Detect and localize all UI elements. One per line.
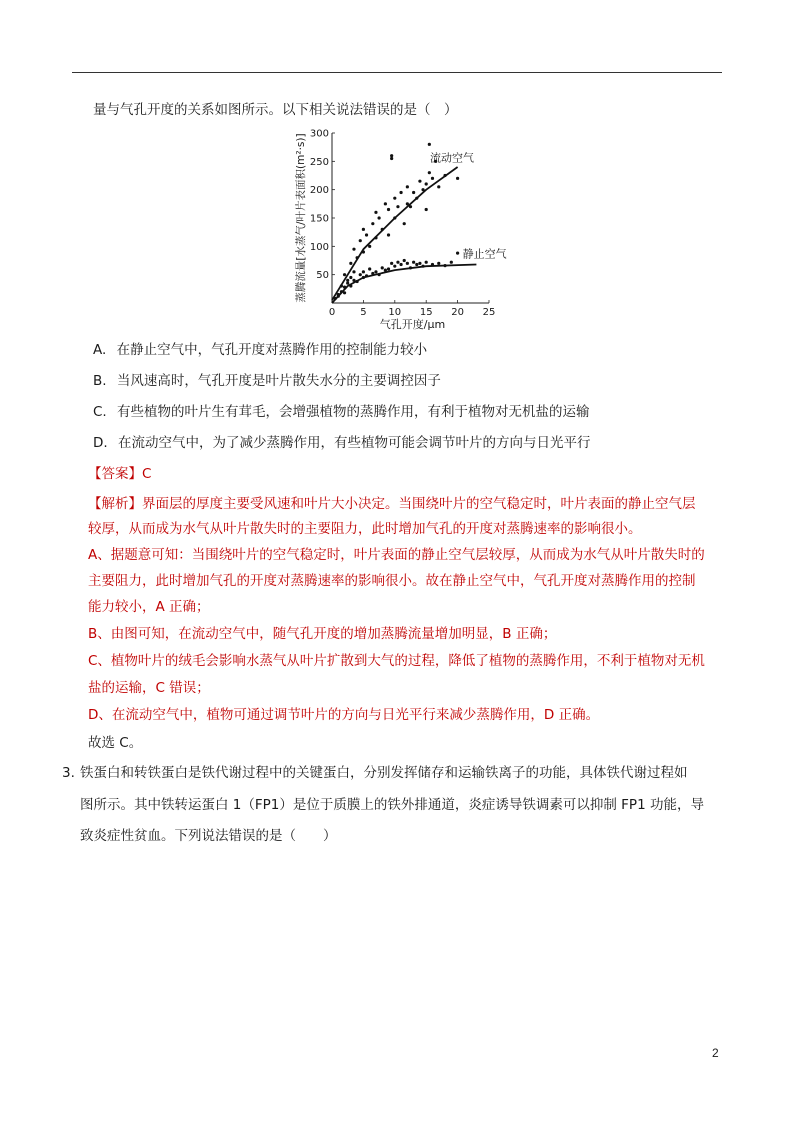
x-tick-label: 5 — [360, 307, 367, 318]
data-point — [450, 261, 453, 264]
data-point — [456, 252, 459, 255]
data-point — [425, 208, 428, 211]
x-tick-label: 20 — [451, 307, 464, 318]
data-point — [456, 177, 459, 180]
data-point — [393, 265, 396, 268]
data-point — [349, 262, 352, 265]
data-point — [371, 222, 374, 225]
analysis-line-4: 主要阻力，此时增加气孔的开度对蒸腾速率的影响很小。故在静止空气中，气孔开度对蒸腾作用的控制 — [88, 573, 696, 589]
data-point — [349, 276, 352, 279]
data-point — [362, 270, 365, 273]
data-point — [396, 205, 399, 208]
question-3-line-2: 图所示。其中铁转运蛋白 1（FP1）是位于质膜上的铁外排通道，炎症诱导铁调素可以抑制 FP1 功能，导 — [80, 797, 704, 813]
x-tick-label: 10 — [388, 307, 402, 318]
series-label-flowing: 流动空气 — [429, 151, 474, 165]
data-point — [425, 182, 428, 185]
data-point — [343, 273, 346, 276]
y-tick-label: 150 — [309, 213, 329, 225]
data-point — [428, 171, 431, 174]
y-tick-label: 100 — [309, 241, 329, 253]
data-point — [374, 211, 377, 214]
x-axis-label: 气孔开度/μm — [379, 318, 446, 331]
analysis-label: 【解析】 — [88, 496, 142, 512]
data-point — [399, 263, 402, 266]
x-tick-label: 0 — [328, 307, 336, 318]
answer-line — [88, 464, 151, 484]
header-rule — [72, 72, 722, 73]
data-point — [387, 233, 390, 236]
option-b — [93, 371, 441, 391]
data-point — [368, 267, 371, 270]
question-3-line-1 — [62, 763, 688, 783]
x-tick-label: 15 — [419, 307, 433, 318]
data-point — [381, 266, 384, 269]
data-point — [403, 259, 406, 262]
analysis-line-9: D、在流动空气中，植物可通过调节叶片的方向与日光平行来减少蒸腾作用，D 正确。 — [88, 707, 600, 723]
data-point — [362, 228, 365, 231]
data-point — [425, 261, 428, 264]
data-point — [412, 191, 415, 194]
x-tick-label: 25 — [482, 307, 496, 318]
answer-label: 【答案】 — [88, 466, 142, 482]
data-point — [393, 197, 396, 200]
data-point — [352, 270, 355, 273]
option-letter: C. — [93, 404, 107, 420]
analysis-line-8: 盐的运输，C 错误； — [88, 680, 210, 696]
data-point — [384, 202, 387, 205]
data-point — [428, 143, 431, 146]
question-text: 铁蛋白和转铁蛋白是铁代谢过程中的关键蛋白，分别发挥储存和运输铁离子的功能，具体铁代谢过程如 — [80, 765, 688, 781]
question-intro-line: 量与气孔开度的关系如图所示。以下相关说法错误的是（ ） — [93, 102, 458, 118]
analysis-text: 界面层的厚度主要受风速和叶片大小决定。当围绕叶片的空气稳定时，叶片表面的静止空气层 — [142, 496, 696, 512]
page-number: 2 — [712, 1046, 719, 1060]
option-text: 在静止空气中，气孔开度对蒸腾作用的控制能力较小 — [116, 342, 428, 358]
data-point — [437, 185, 440, 188]
answer-value: C — [142, 466, 152, 482]
option-a — [93, 340, 427, 360]
analysis-line-3: A、据题意可知：当围绕叶片的空气稳定时，叶片表面的静止空气层较厚，从而成为水气从叶片散失时的 — [88, 547, 705, 563]
analysis-line-7: C、植物叶片的绒毛会影响水蒸气从叶片扩散到大气的过程，降低了植物的蒸腾作用，不利于植物对无机 — [88, 653, 705, 669]
option-text: 当风速高时，气孔开度是叶片散失水分的主要调控因子 — [116, 373, 441, 389]
analysis-line-2: 较厚，从而成为水气从叶片散失时的主要阻力，此时增加气孔的开度对蒸腾速率的影响很小。 — [88, 521, 642, 537]
data-point — [418, 262, 421, 265]
data-point — [418, 180, 421, 183]
analysis-line-10: 故选 C。 — [88, 735, 143, 751]
analysis-line-1 — [88, 494, 696, 514]
y-tick-label: 200 — [309, 185, 329, 197]
analysis-line-5: 能力较小，A 正确； — [88, 599, 210, 615]
data-point — [387, 208, 390, 211]
data-point — [399, 191, 402, 194]
data-point — [431, 177, 434, 180]
data-point — [412, 261, 415, 264]
data-point — [374, 270, 377, 273]
data-point — [406, 185, 409, 188]
option-text: 有些植物的叶片生有茸毛，会增强植物的蒸腾作用，有利于植物对无机盐的运输 — [117, 404, 590, 420]
data-point — [365, 233, 368, 236]
data-point — [390, 262, 393, 265]
data-point — [387, 267, 390, 270]
data-point — [406, 262, 409, 265]
series-label-still: 静止空气 — [462, 247, 507, 261]
data-point — [352, 248, 355, 251]
option-d — [93, 433, 590, 453]
data-point — [346, 282, 349, 285]
option-letter: D. — [93, 435, 108, 451]
data-point — [346, 279, 349, 282]
analysis-line-6: B、由图可知，在流动空气中，随气孔开度的增加蒸腾流量增加明显，B 正确； — [88, 626, 557, 642]
data-point — [415, 263, 418, 266]
y-tick-label: 250 — [309, 156, 329, 168]
data-point — [359, 239, 362, 242]
question-3-line-3: 致炎症性贫血。下列说法错误的是（ ） — [80, 828, 337, 844]
data-point — [403, 222, 406, 225]
question-number: 3. — [62, 765, 75, 781]
transpiration-scatter-chart — [292, 128, 507, 334]
option-c — [93, 402, 590, 422]
option-text: 在流动空气中，为了减少蒸腾作用，有些植物可能会调节叶片的方向与日光平行 — [117, 435, 591, 451]
data-point — [359, 273, 362, 276]
data-point — [437, 262, 440, 265]
option-letter: B. — [93, 373, 107, 389]
data-point — [396, 261, 399, 264]
y-tick-label: 50 — [316, 270, 329, 282]
data-point — [390, 157, 393, 160]
data-point — [378, 216, 381, 219]
data-point — [390, 154, 393, 157]
y-axis-label: 蒸腾流量[水蒸气/叶片表面积(m²·s)] — [295, 133, 307, 303]
option-letter: A. — [93, 342, 107, 358]
y-tick-label: 300 — [309, 128, 329, 140]
